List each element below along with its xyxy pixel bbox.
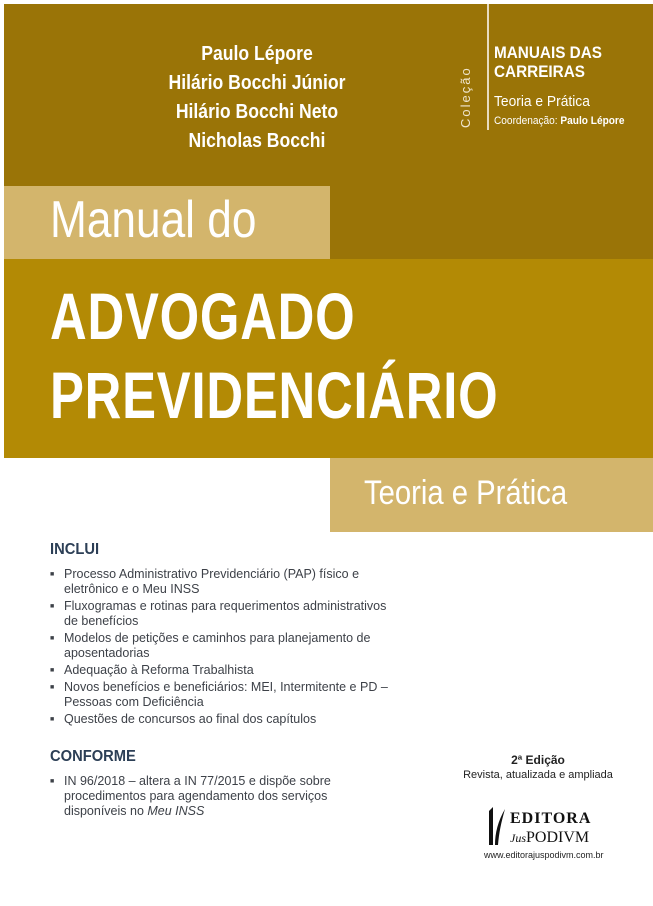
inclui-list (50, 567, 390, 729)
edition-info (438, 753, 638, 781)
collection-label: Coleção (458, 66, 473, 128)
list-item-emphasis: Meu INSS (147, 804, 205, 818)
title-prefix: Manual do (50, 191, 257, 249)
conforme-list (50, 774, 390, 821)
list-item: ■ Adequação à Reforma Trabalhista (50, 663, 390, 678)
list-item: ■ Novos benefícios e beneficiários: MEI, Intermitente e PD – Pessoas com Deficiência (50, 680, 390, 710)
main-title-line2: PREVIDENCIÁRIO (50, 358, 499, 432)
author-list (150, 40, 364, 156)
collection-divider (487, 4, 489, 130)
list-item (50, 774, 390, 819)
coordination-label: Coordenação: (494, 115, 558, 127)
edition-number: 2ª Edição (511, 753, 565, 767)
author-name: Paulo Lépore (201, 43, 313, 65)
collection-subtitle: Teoria e Prática (494, 93, 590, 110)
edition-note: Revista, atualizada e ampliada (463, 769, 613, 781)
quill-icon (486, 805, 508, 847)
collection-title-line: MANUAIS DAS (494, 43, 602, 62)
collection-title-line: CARREIRAS (494, 62, 585, 81)
list-item: ■ Questões de concursos ao final dos capítulos (50, 712, 390, 727)
publisher-url: www.editorajuspodivm.com.br (484, 850, 604, 860)
inclui-heading: INCLUI (50, 541, 100, 558)
coordination (494, 115, 625, 127)
coordination-name: Paulo Lépore (560, 115, 625, 127)
main-title-line1: ADVOGADO (50, 279, 356, 353)
list-item: ■ Processo Administrativo Previdenciário (PAP) físico e eletrônico e o Meu INSS (50, 567, 390, 597)
author-name: Hilário Bocchi Júnior (168, 72, 346, 94)
publisher-name-line2 (510, 829, 589, 847)
publisher-name: EDITORA (510, 810, 592, 827)
publisher-name-prefix: Jus (510, 831, 526, 845)
list-item: ■ Fluxogramas e rotinas para requerimentos administrativos de benefícios (50, 599, 390, 629)
publisher-name-main: PODIVM (526, 829, 590, 846)
author-name: Hilário Bocchi Neto (175, 101, 339, 123)
conforme-heading: CONFORME (50, 748, 136, 765)
list-item-text: IN 96/2018 – altera a IN 77/2015 e dispõe sobre procedimentos para agendamento dos serviços disponíveis no (64, 774, 331, 818)
collection-title (494, 43, 602, 81)
book-subtitle: Teoria e Prática (364, 474, 568, 512)
author-name: Nicholas Bocchi (188, 130, 326, 152)
list-item: ■ Modelos de petições e caminhos para planejamento de aposentadorias (50, 631, 390, 661)
